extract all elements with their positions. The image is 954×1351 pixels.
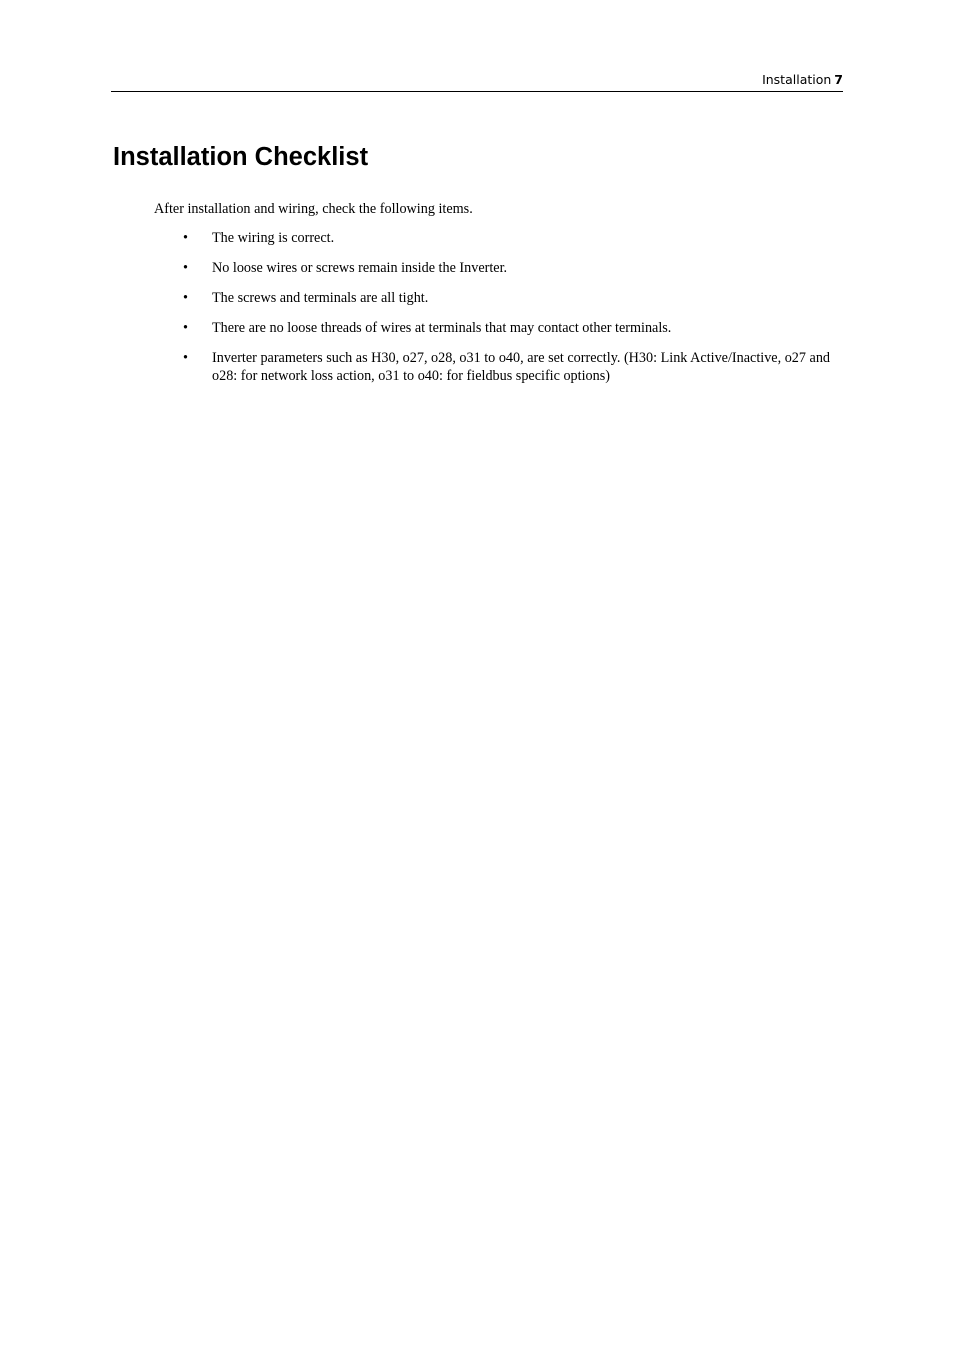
checklist	[154, 229, 846, 397]
bullet-icon: •	[183, 290, 188, 306]
list-item	[154, 289, 846, 307]
list-item-text: There are no loose threads of wires at terminals that may contact other terminals.	[212, 320, 672, 336]
list-item	[154, 319, 846, 337]
header-page-number: 7	[834, 72, 843, 87]
list-item-text: No loose wires or screws remain inside the Inverter.	[212, 260, 508, 276]
bullet-icon: •	[183, 350, 188, 366]
intro-text: After installation and wiring, check the following items.	[154, 201, 473, 217]
list-item-text: The screws and terminals are all tight.	[212, 290, 429, 306]
list-item	[154, 259, 846, 277]
bullet-icon: •	[183, 230, 188, 246]
bullet-icon: •	[183, 260, 188, 276]
header-section-name: Installation	[762, 72, 832, 87]
bullet-icon: •	[183, 320, 188, 336]
page-title: Installation Checklist	[113, 143, 369, 171]
page-header	[111, 70, 843, 92]
list-item	[154, 229, 846, 247]
list-item-text: Inverter parameters such as H30, o27, o28, o31 to o40, are set correctly. (H30: Link Active/Inactive, o27 and o28: for network loss action, o31 to o40: for fieldbus specific options)	[212, 350, 831, 384]
list-item-text: The wiring is correct.	[212, 230, 335, 246]
list-item	[154, 349, 846, 385]
